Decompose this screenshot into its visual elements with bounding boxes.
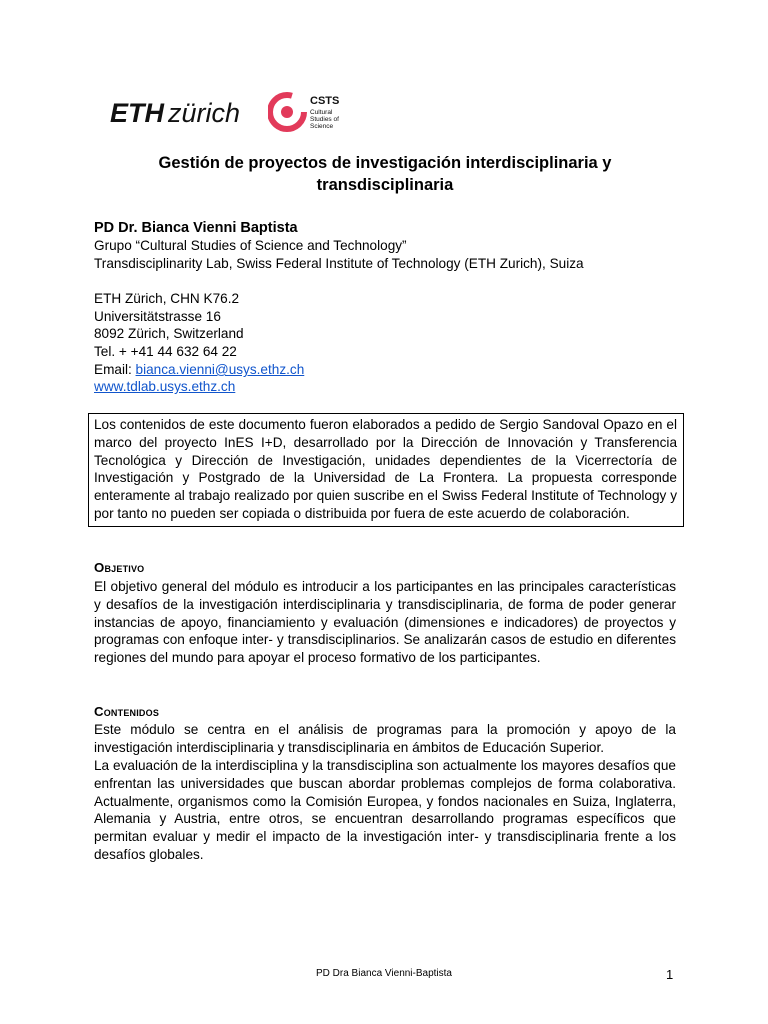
affiliation-lab: Transdisciplinarity Lab, Swiss Federal Institute of Technology (ETH Zurich), Suiza <box>94 256 584 271</box>
contenidos-paragraph-2: La evaluación de la interdisciplina y la transdisciplina son actualmente los mayores desafíos que enfrentan las universidades que buscan abordar problemas complejos de forma colaborativa. Actualmente, organismos como la Comisión Europea, y fondos nacionales en Suiza, Inglaterra, Alemania y Austria, entre otros, se encuentran desarrollando programas específicos que permitan evaluar y medir el impacto de la investigación inter- y transdisciplinaria frente a los desafíos globales. <box>94 758 676 862</box>
author-name: PD Dr. Bianca Vienni Baptista <box>94 220 298 236</box>
page-number: 1 <box>666 967 674 982</box>
svg-text:CSTS: CSTS <box>310 95 340 107</box>
contenidos-paragraph-1: Este módulo se centra en el análisis de programas para la promoción y apoyo de la investigación interdisciplinaria y transdisciplinaria en ámbitos de Educación Superior. <box>94 722 676 755</box>
email-link[interactable]: bianca.vienni@usys.ethz.ch <box>135 362 305 377</box>
website-line <box>94 378 235 396</box>
objetivo-heading: Objetivo <box>94 560 145 575</box>
objetivo-paragraph: El objetivo general del módulo es introducir a los participantes en las principales características y desafíos de la investigación interdisciplinaria y transdisciplinaria, de forma de poder generar instancias de apoyo, financiamiento y evaluación (dimensiones e indicadores) de proyectos y programas con enfoque inter- y transdisciplinarios. Se analizarán casos de estudio en diferentes regiones del mundo para apoyar el proceso formativo de los participantes. <box>94 579 676 665</box>
notice-box: Los contenidos de este documento fueron elaborados a pedido de Sergio Sandoval Opazo en el marco del proyecto InES I+D, desarrollado por la Dirección de Innovación y Transferencia Tecnológica y Dirección de Investigación, unidades dependientes de la Vicerrectoría de Investigación y Postgrado de la Universidad de La Frontera. La propuesta corresponde enteramente al trabajo realizado por quien suscribe en el Swiss Federal Institute of Technology y por tanto no pueden ser copiada o distribuida por fuera de este acuerdo de colaboración. <box>88 413 684 527</box>
address-line: ETH Zürich, CHN K76.2 <box>94 291 240 306</box>
title-line-2: transdisciplinaria <box>316 176 454 194</box>
svg-text:ETH: ETH <box>110 98 164 128</box>
page-footer: PD Dra Bianca Vienni-Baptista <box>316 968 452 979</box>
website-link[interactable]: www.tdlab.usys.ethz.ch <box>94 379 236 394</box>
svg-text:Cultural: Cultural <box>310 109 333 116</box>
svg-text:zürich: zürich <box>168 98 241 128</box>
address-line: 8092 Zürich, Switzerland <box>94 326 244 341</box>
phone-line: Tel. + +41 44 632 64 22 <box>94 344 237 359</box>
csts-logo <box>268 92 368 132</box>
eth-zurich-logo <box>110 96 250 128</box>
svg-text:Science: Science <box>310 123 334 130</box>
email-line <box>94 361 304 379</box>
title-line-1: Gestión de proyectos de investigación interdisciplinaria y <box>158 154 612 172</box>
contenidos-heading: Contenidos <box>94 704 160 719</box>
svg-text:Studies of: Studies of <box>310 116 339 123</box>
affiliation-group: Grupo “Cultural Studies of Science and Technology” <box>94 238 407 253</box>
email-label: Email: <box>94 362 136 377</box>
address-line: Universitätstrasse 16 <box>94 309 221 324</box>
document-title <box>94 152 676 196</box>
